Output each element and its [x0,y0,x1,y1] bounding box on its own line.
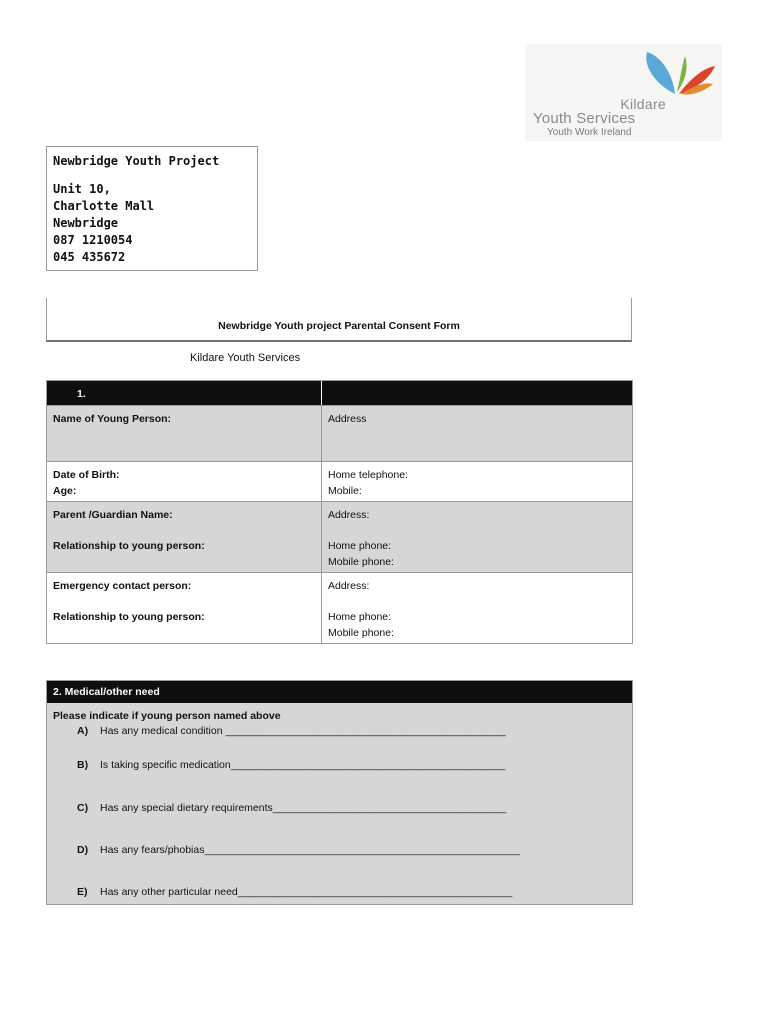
table-row [47,461,632,501]
phone-line: 045 435672 [53,250,126,264]
question-text: Has any medical condition ________________________________________________ [100,725,506,737]
label-guardian-address: Address: [328,509,370,521]
table-row [47,501,632,572]
project-name: Newbridge Youth Project [53,154,220,168]
field-emergency-contact-details[interactable] [321,573,632,643]
table-header-row [47,381,632,405]
question-text: Is taking specific medication_______________________________________________ [100,759,506,771]
label-home-telephone: Home telephone: [328,469,408,481]
logo-text-kildare: Kildare [620,96,666,112]
table-header-empty [321,381,632,405]
label-home-phone: Home phone: [328,611,392,623]
logo-text-youth-work-ireland: Youth Work Ireland [547,127,632,138]
phone-line: 087 1210054 [53,233,133,247]
logo-text-youth-services: Youth Services [533,110,636,127]
field-dob-age[interactable] [47,462,321,501]
label-mobile-phone: Mobile phone: [328,556,394,568]
question-key: B) [77,759,89,771]
field-emergency-contact[interactable] [47,573,321,643]
label-home-phone: Home phone: [328,540,392,552]
project-address-box [46,146,258,271]
question-text: Has any special dietary requirements________________________________________ [100,802,507,814]
question-text: Has any fears/phobias______________________________________________________ [100,844,520,856]
section-2-intro: Please indicate if young person named above [53,710,281,722]
field-guardian[interactable] [47,502,321,572]
label-emergency-address: Address: [328,580,370,592]
kildare-youth-services-logo [525,44,722,141]
label-mobile: Mobile: [328,485,362,497]
question-text: Has any other particular need_______________________________________________ [100,886,513,898]
question-key: E) [77,886,88,898]
address-line: Charlotte Mall [53,199,155,213]
label-relationship: Relationship to young person: [53,540,205,552]
address-line: Unit 10, [53,182,111,196]
label-dob: Date of Birth: [53,469,120,481]
medical-needs-section [46,680,633,905]
table-row [47,572,632,643]
section-1-label: 1. [77,388,86,400]
section-number [47,381,321,405]
label-guardian-name: Parent /Guardian Name: [53,509,173,521]
question-key: D) [77,844,89,856]
form-subtitle: Kildare Youth Services [190,352,301,364]
field-phones[interactable] [321,462,632,501]
table-row [47,405,632,461]
field-young-person-name[interactable] [47,406,321,461]
question-key: C) [77,802,89,814]
section-2-header: 2. Medical/other need [47,681,632,703]
label-emergency-contact: Emergency contact person: [53,580,192,592]
label-mobile-phone: Mobile phone: [328,627,394,639]
label-name: Name of Young Person: [53,413,172,425]
field-address[interactable] [321,406,632,461]
label-address: Address [328,413,367,425]
form-title: Newbridge Youth project Parental Consent Form [218,320,460,332]
label-age: Age: [53,485,77,497]
butterfly-logo-icon [525,44,722,104]
field-guardian-contact[interactable] [321,502,632,572]
form-title-box [46,298,632,342]
address-lines [53,181,154,266]
address-line: Newbridge [53,216,119,230]
label-relationship: Relationship to young person: [53,611,205,623]
personal-details-table [46,380,633,644]
question-key: A) [77,725,89,737]
